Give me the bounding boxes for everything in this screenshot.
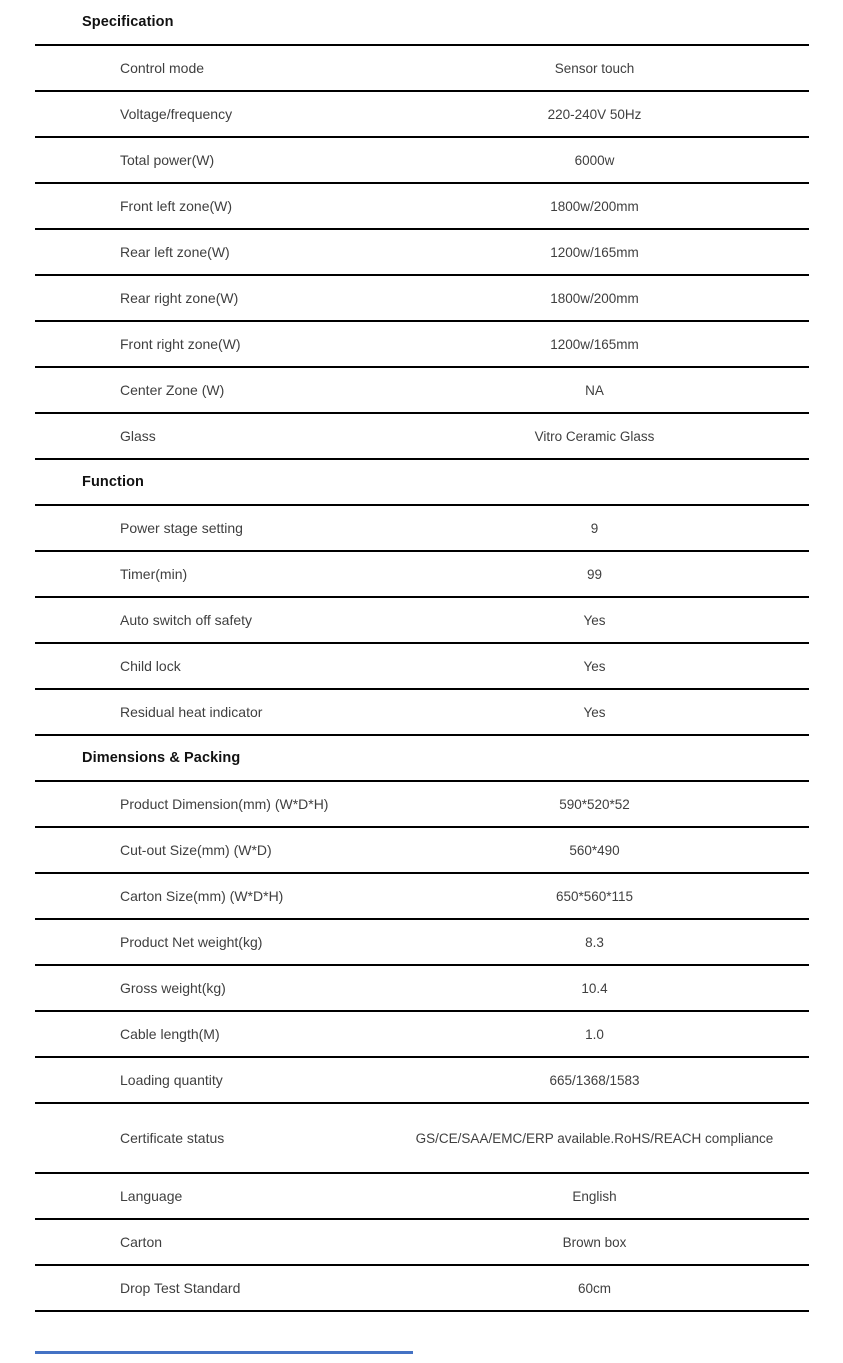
row-label: Gross weight(kg) (120, 980, 226, 996)
row-value: 6000w (574, 152, 615, 168)
row-value: 590*520*52 (559, 796, 630, 812)
row-label: Loading quantity (120, 1072, 223, 1088)
row-value: Vitro Ceramic Glass (534, 428, 655, 444)
row-label: Rear left zone(W) (120, 244, 230, 260)
table-row (35, 230, 809, 276)
row-label: Certificate status (120, 1130, 225, 1146)
table-row (35, 1220, 809, 1266)
row-value: 220-240V 50Hz (547, 106, 642, 122)
table-row (35, 506, 809, 552)
row-label: Auto switch off safety (120, 612, 253, 628)
row-label: Residual heat indicator (120, 704, 263, 720)
row-value: GS/CE/SAA/EMC/ERP available.RoHS/REACH compliance (415, 1130, 774, 1146)
section-header-row-0 (35, 0, 809, 46)
row-label: Product Net weight(kg) (120, 934, 263, 950)
table-row (35, 1174, 809, 1220)
row-value: 560*490 (569, 842, 620, 858)
table-row (35, 828, 809, 874)
row-label: Drop Test Standard (120, 1280, 241, 1296)
table-row (35, 138, 809, 184)
table-row (35, 644, 809, 690)
row-value: 665/1368/1583 (549, 1072, 640, 1088)
row-value: 1200w/165mm (550, 336, 639, 352)
row-value: Sensor touch (554, 60, 635, 76)
table-row (35, 552, 809, 598)
table-row (35, 46, 809, 92)
row-value: 8.3 (585, 934, 604, 950)
row-label: Carton (120, 1234, 163, 1250)
row-label: Language (120, 1188, 183, 1204)
table-row (35, 1266, 809, 1312)
row-value: 1800w/200mm (550, 198, 639, 214)
row-value: 1.0 (585, 1026, 604, 1042)
row-value: 1200w/165mm (550, 244, 639, 260)
row-value: 1800w/200mm (550, 290, 639, 306)
row-label: Total power(W) (120, 152, 215, 168)
table-row (35, 966, 809, 1012)
row-label: Rear right zone(W) (120, 290, 239, 306)
row-label: Child lock (120, 658, 181, 674)
section-title: Function (82, 474, 145, 490)
row-value: English (572, 1188, 617, 1204)
row-value: 60cm (577, 1280, 611, 1296)
table-row (35, 1058, 809, 1104)
row-label: Cable length(M) (120, 1026, 220, 1042)
table-row (35, 276, 809, 322)
row-label: Center Zone (W) (120, 382, 225, 398)
row-value: 9 (590, 520, 599, 536)
table-row (35, 368, 809, 414)
row-label: Power stage setting (120, 520, 243, 536)
spec-table (35, 0, 809, 1312)
row-value: NA (585, 382, 604, 398)
row-label: Front left zone(W) (120, 198, 233, 214)
table-row (35, 874, 809, 920)
table-row (35, 598, 809, 644)
row-label: Cut-out Size(mm) (W*D) (120, 842, 272, 858)
row-value: Yes (583, 658, 606, 674)
bottom-accent-line (35, 1351, 413, 1354)
section-header-row-2 (35, 736, 809, 782)
row-value: Brown box (562, 1234, 627, 1250)
table-row (35, 92, 809, 138)
section-header-row-1 (35, 460, 809, 506)
table-row (35, 414, 809, 460)
row-value: Yes (583, 704, 606, 720)
row-label: Control mode (120, 60, 205, 76)
section-title: Dimensions & Packing (82, 750, 241, 766)
table-row (35, 322, 809, 368)
row-value: 650*560*115 (555, 888, 634, 904)
table-row (35, 1012, 809, 1058)
table-row (35, 690, 809, 736)
table-row (35, 920, 809, 966)
table-row (35, 782, 809, 828)
row-label: Timer(min) (120, 566, 188, 582)
row-value: Yes (583, 612, 606, 628)
row-label: Glass (120, 428, 156, 444)
row-label: Voltage/frequency (120, 106, 233, 122)
table-row (35, 184, 809, 230)
row-value: 99 (586, 566, 603, 582)
table-row (35, 1104, 809, 1174)
row-value: 10.4 (581, 980, 608, 996)
row-label: Carton Size(mm) (W*D*H) (120, 888, 284, 904)
row-label: Front right zone(W) (120, 336, 241, 352)
section-title: Specification (82, 14, 174, 30)
row-label: Product Dimension(mm) (W*D*H) (120, 796, 329, 812)
